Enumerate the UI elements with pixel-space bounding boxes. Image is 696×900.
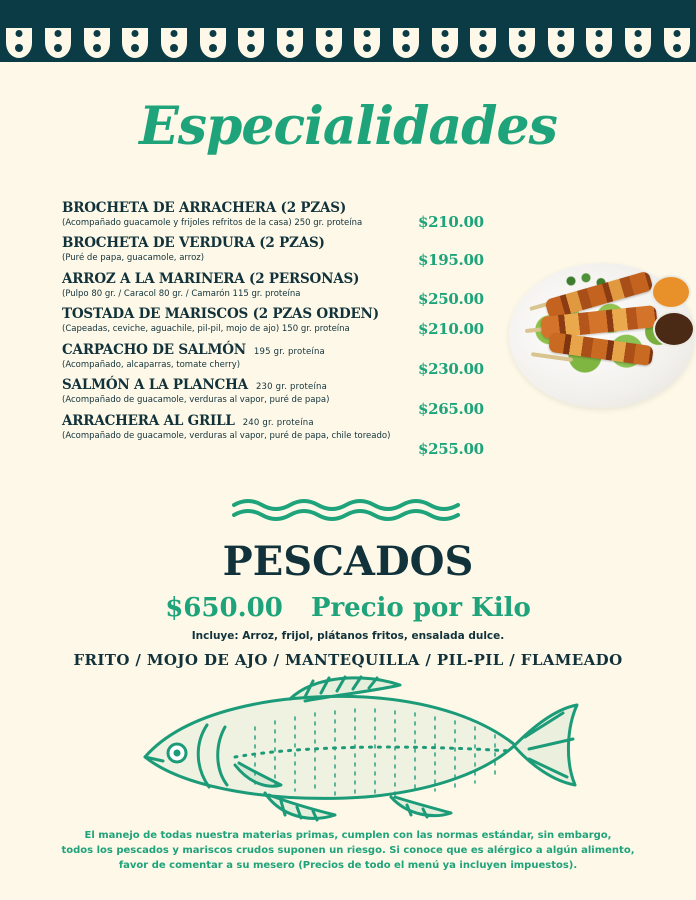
item-price: $255.00 bbox=[418, 440, 484, 458]
item-name: ARROZ A LA MARINERA (2 PERSONAS) bbox=[62, 270, 360, 287]
item-price: $250.00 bbox=[418, 290, 484, 308]
pescados-price: $650.00 bbox=[165, 593, 283, 623]
item-description: (Acompañado de guacamole, verduras al vapor, puré de papa, chile toreado) bbox=[62, 430, 391, 441]
papel-picado-border bbox=[0, 0, 696, 62]
item-weight: 240 gr. proteína bbox=[242, 417, 314, 428]
item-description: (Pulpo 80 gr. / Caracol 80 gr. / Camarón 115 gr. proteína bbox=[62, 288, 301, 299]
pescados-styles: FRITO / MOJO DE AJO / MANTEQUILLA / PIL-PIL / FLAMEADO bbox=[73, 651, 623, 669]
footer-disclaimer bbox=[40, 828, 656, 873]
item-price: $210.00 bbox=[418, 213, 484, 231]
sauce-bowl-dark bbox=[653, 311, 695, 347]
footer-line-1: El manejo de todas nuestra materias primas, cumplen con las normas estándar, sin embargo, bbox=[84, 830, 612, 841]
item-name: BROCHETA DE ARRACHERA (2 PZAS) bbox=[62, 200, 347, 216]
item-description: (Acompañado, alcaparras, tomate cherry) bbox=[62, 359, 241, 370]
item-weight: 230 gr. proteína bbox=[255, 382, 328, 393]
item-price: $265.00 bbox=[418, 400, 484, 418]
item-description: (Acompañado de guacamole, verduras al vapor, puré de papa) bbox=[62, 395, 330, 406]
item-weight: 195 gr. proteína bbox=[253, 346, 325, 357]
item-name: ARRACHERA AL GRILL bbox=[62, 412, 235, 429]
footer-line-3: favor de comentar a su mesero (Precios de todo el menú ya incluyen impuestos). bbox=[118, 860, 578, 871]
pescados-price-unit: Precio por Kilo bbox=[310, 593, 531, 623]
sauce-bowl-orange bbox=[651, 275, 691, 309]
item-description: (Puré de papa, guacamole, arroz) bbox=[62, 253, 205, 264]
item-description: (Capeadas, ceviche, aguachile, pil-pil, mojo de ajo) 150 gr. proteína bbox=[62, 324, 350, 335]
fish-illustration-icon bbox=[115, 665, 585, 830]
wave-divider-icon bbox=[232, 498, 464, 526]
item-name: CARPACHO DE SALMÓN bbox=[62, 341, 246, 358]
papel-picado-dots bbox=[0, 44, 696, 64]
item-name: SALMÓN A LA PLANCHA bbox=[62, 377, 248, 394]
section-title-pescados: PESCADOS bbox=[222, 538, 474, 585]
pescados-includes: Incluye: Arroz, frijol, plátanos fritos, ensalada dulce. bbox=[191, 630, 505, 642]
item-description: (Acompañado guacamole y frijoles refritos de la casa) 250 gr. proteína bbox=[62, 218, 363, 228]
pescados-price-row bbox=[0, 593, 696, 623]
item-price: $195.00 bbox=[418, 251, 484, 269]
item-name: TOSTADA DE MARISCOS (2 PZAS ORDEN) bbox=[62, 306, 379, 323]
brochette-plate-photo bbox=[505, 245, 696, 425]
item-name: BROCHETA DE VERDURA (2 PZAS) bbox=[62, 235, 325, 252]
footer-line-2: todos los pescados y mariscos crudos suponen un riesgo. Si conoce que es alérgico a algún alimento, bbox=[61, 845, 635, 856]
item-price: $210.00 bbox=[418, 320, 484, 338]
item-price: $230.00 bbox=[418, 360, 484, 378]
page-title: Especialidades bbox=[139, 96, 557, 157]
